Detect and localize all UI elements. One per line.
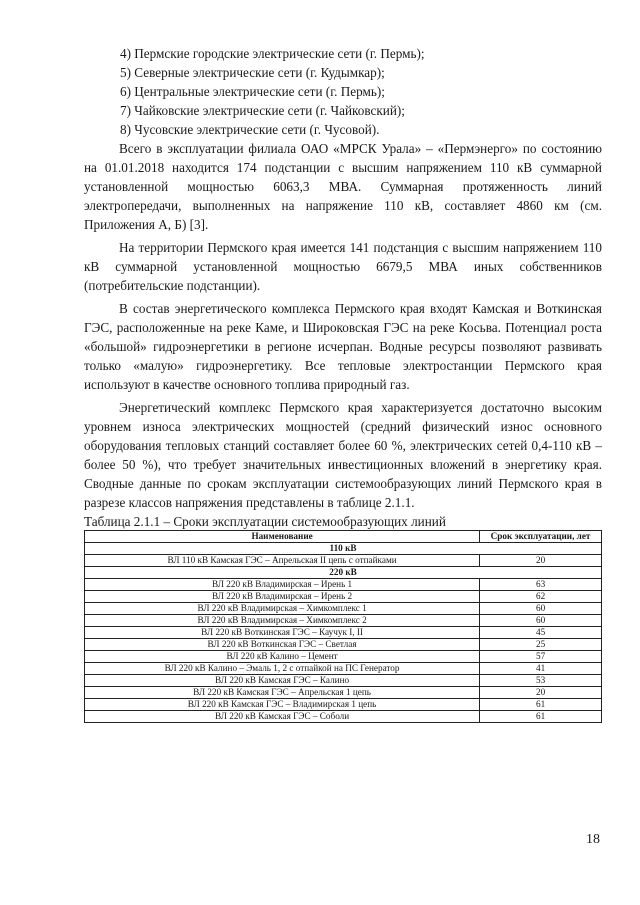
list-item: 6) Центральные электрические сети (г. Пермь); xyxy=(120,84,385,99)
line-name: ВЛ 220 кВ Воткинская ГЭС – Светлая xyxy=(85,639,480,651)
paragraph: Всего в эксплуатации филиала ОАО «МРСК Урала» – «Пермэнерго» по состоянию на 01.01.2018 находится 174 подстанции с высшим напряжением 110 кВ суммарной установленной мощностью 6063,3 МВА. Суммарная протяженность линий электропередачи, выполненных на напряжение 110 кВ, составляет 4860 км (см. Приложения А, Б) [3]. xyxy=(84,141,602,232)
service-years: 63 xyxy=(480,579,602,591)
table-row xyxy=(85,663,602,675)
table-row xyxy=(85,711,602,723)
paragraph: На территории Пермского края имеется 141 подстанция с высшим напряжением 110 кВ суммарной установленной мощностью 6679,5 МВА иных собственников (потребительские подстанции). xyxy=(84,240,602,293)
column-header-years: Срок эксплуатации, лет xyxy=(480,531,602,543)
list-item: 7) Чайковские электрические сети (г. Чайковский); xyxy=(120,103,405,118)
service-years: 60 xyxy=(480,603,602,615)
table-row xyxy=(85,555,602,567)
table-row xyxy=(85,603,602,615)
table-row xyxy=(85,639,602,651)
group-row-110 xyxy=(85,543,602,555)
group-label: 220 кВ xyxy=(85,567,602,579)
table-row xyxy=(85,615,602,627)
service-years: 25 xyxy=(480,639,602,651)
table-row xyxy=(85,687,602,699)
service-years: 41 xyxy=(480,663,602,675)
line-name: ВЛ 220 кВ Владимирская – Химкомплекс 1 xyxy=(85,603,480,615)
line-name: ВЛ 220 кВ Владимирская – Ирень 1 xyxy=(85,579,480,591)
list-item: 4) Пермские городские электрические сети (г. Пермь); xyxy=(120,46,425,61)
service-years: 61 xyxy=(480,699,602,711)
group-label: 110 кВ xyxy=(85,543,602,555)
table-row xyxy=(85,579,602,591)
column-header-name: Наименование xyxy=(85,531,480,543)
line-name: ВЛ 110 кВ Камская ГЭС – Апрельская II цепь с отпайками xyxy=(85,555,480,567)
service-years: 57 xyxy=(480,651,602,663)
table-row xyxy=(85,591,602,603)
paragraph: В состав энергетического комплекса Пермского края входят Камская и Воткинская ГЭС, расположенные на реке Каме, и Широковская ГЭС на реке Косьва. Потенциал роста «большой» гидроэнергетики в регионе исчерпан. Водные ресурсы позволяют развивать только «малую» гидроэнергетику. Все тепловые электростанции Пермского края используют в качестве основного топлива природный газ. xyxy=(84,301,602,392)
line-name: ВЛ 220 кВ Камская ГЭС – Апрельская 1 цепь xyxy=(85,687,480,699)
table-row xyxy=(85,651,602,663)
service-years: 61 xyxy=(480,711,602,723)
line-name: ВЛ 220 кВ Владимирская – Ирень 2 xyxy=(85,591,480,603)
line-name: ВЛ 220 кВ Калино – Цемент xyxy=(85,651,480,663)
line-name: ВЛ 220 кВ Владимирская – Химкомплекс 2 xyxy=(85,615,480,627)
service-years: 45 xyxy=(480,627,602,639)
table-header-row xyxy=(85,531,602,543)
service-years: 53 xyxy=(480,675,602,687)
line-name: ВЛ 220 кВ Воткинская ГЭС – Каучук I, II xyxy=(85,627,480,639)
service-life-table xyxy=(84,530,602,723)
table-row xyxy=(85,627,602,639)
group-row-220 xyxy=(85,567,602,579)
line-name: ВЛ 220 кВ Камская ГЭС – Владимирская 1 цепь xyxy=(85,699,480,711)
service-years: 20 xyxy=(480,687,602,699)
service-years: 20 xyxy=(480,555,602,567)
paragraph: Энергетический комплекс Пермского края характеризуется достаточно высоким уровнем износа электрических мощностей (средний физический износ основного оборудования тепловых станций составляет более 60 %, электрических сетей 0,4-110 кВ – более 50 %), что требует значительных инвестиционных вложений в энергетику края. Сводные данные по срокам эксплуатации системообразующих линий Пермского края в разрезе классов напряжения представлены в таблице 2.1.1. xyxy=(84,400,602,510)
service-years: 62 xyxy=(480,591,602,603)
list-item: 5) Северные электрические сети (г. Кудымкар); xyxy=(120,65,385,80)
body-text xyxy=(84,44,602,512)
line-name: ВЛ 220 кВ Камская ГЭС – Калино xyxy=(85,675,480,687)
page-number: 18 xyxy=(586,832,600,847)
table-row xyxy=(85,675,602,687)
line-name: ВЛ 220 кВ Калино – Эмаль 1, 2 с отпайкой на ПС Генератор xyxy=(85,663,480,675)
service-years: 60 xyxy=(480,615,602,627)
line-name: ВЛ 220 кВ Камская ГЭС – Соболи xyxy=(85,711,480,723)
table-caption: Таблица 2.1.1 – Сроки эксплуатации системообразующих линий xyxy=(84,514,446,529)
list-item: 8) Чусовские электрические сети (г. Чусовой). xyxy=(120,122,380,137)
table-row xyxy=(85,699,602,711)
